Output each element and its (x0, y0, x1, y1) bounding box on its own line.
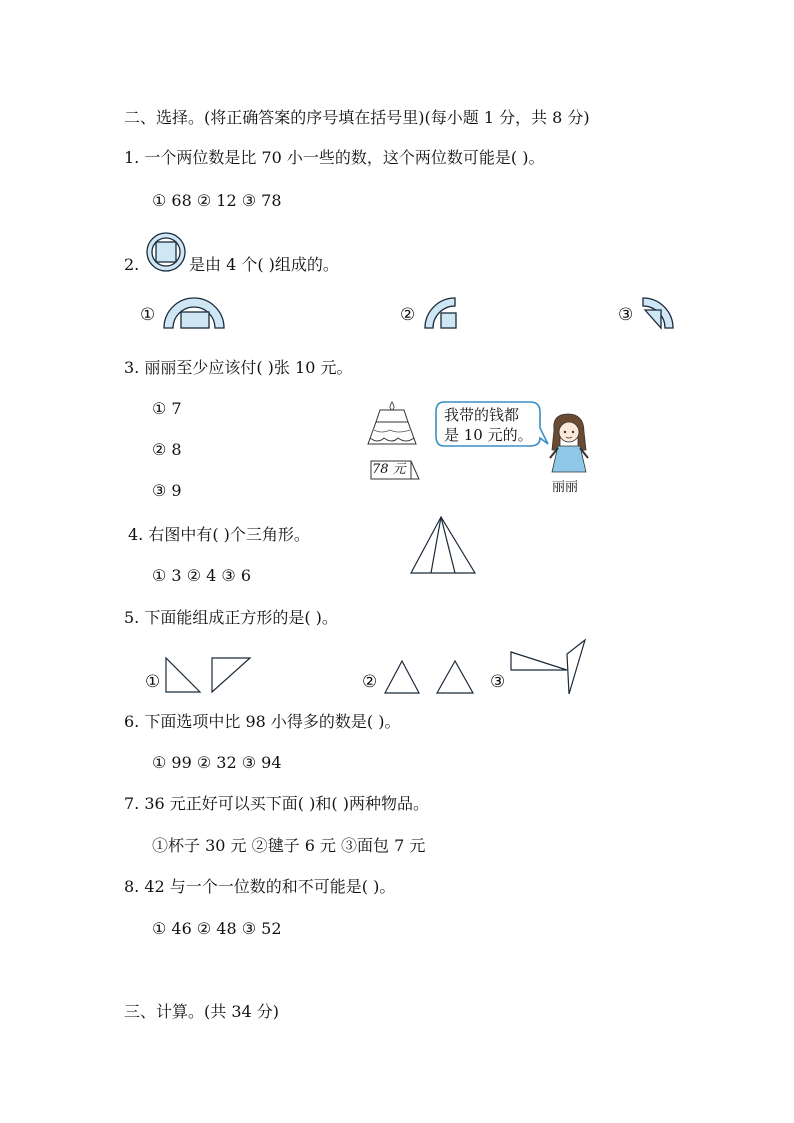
triangle-count-figure (409, 515, 479, 575)
question-3-option-1: ① 7 (152, 399, 182, 418)
q5-mark-1: ① (145, 672, 161, 692)
isosceles-triangles-figure (383, 659, 477, 695)
girl-name-label: 丽丽 (552, 480, 579, 495)
q2-mark-2: ② (400, 305, 416, 325)
girl-illustration (544, 410, 594, 476)
long-right-triangles-figure (509, 638, 589, 696)
quarter-ring-with-triangle-figure (641, 296, 677, 330)
question-1: 1. 一个两位数是比 70 小一些的数，这个两位数可能是( )。 (124, 148, 545, 167)
question-2-number: 2. (124, 255, 140, 274)
question-7-options: ①杯子 30 元 ②毽子 6 元 ③面包 7 元 (152, 836, 426, 855)
q5-mark-2: ② (362, 672, 378, 692)
quarter-ring-with-square-figure (423, 296, 459, 330)
question-2: 是由 4 个( )组成的。 (189, 255, 339, 274)
circle-with-square-figure (146, 232, 186, 272)
half-ring-with-rectangle-figure (162, 296, 226, 330)
question-3-option-3: ③ 9 (152, 481, 182, 500)
q5-mark-3: ③ (490, 672, 506, 692)
question-6-options: ① 99 ② 32 ③ 94 (152, 753, 282, 772)
question-1-options: ① 68 ② 12 ③ 78 (152, 191, 282, 210)
question-3-option-2: ② 8 (152, 440, 182, 459)
question-4: 4. 右图中有( )个三角形。 (128, 525, 310, 544)
question-4-options: ① 3 ② 4 ③ 6 (152, 566, 251, 585)
section-3-title: 三、计算。(共 34 分) (124, 1002, 280, 1021)
question-7: 7. 36 元正好可以买下面( )和( )两种物品。 (124, 794, 429, 813)
speech-line-1: 我带的钱都 (444, 406, 520, 424)
speech-line-2: 是 10 元的。 (444, 426, 533, 444)
question-3: 3. 丽丽至少应该付( )张 10 元。 (124, 358, 353, 377)
q2-mark-1: ① (140, 305, 156, 325)
question-8: 8. 42 与一个一位数的和不可能是( )。 (124, 877, 396, 896)
question-6: 6. 下面选项中比 98 小得多的数是( )。 (124, 712, 401, 731)
question-5: 5. 下面能组成正方形的是( )。 (124, 608, 338, 627)
right-triangles-figure (164, 656, 254, 694)
question-8-options: ① 46 ② 48 ③ 52 (152, 919, 282, 938)
price-tag: 78 元 (372, 462, 406, 477)
q2-mark-3: ③ (618, 305, 634, 325)
section-2-title: 二、选择。(将正确答案的序号填在括号里)(每小题 1 分，共 8 分) (124, 108, 590, 127)
